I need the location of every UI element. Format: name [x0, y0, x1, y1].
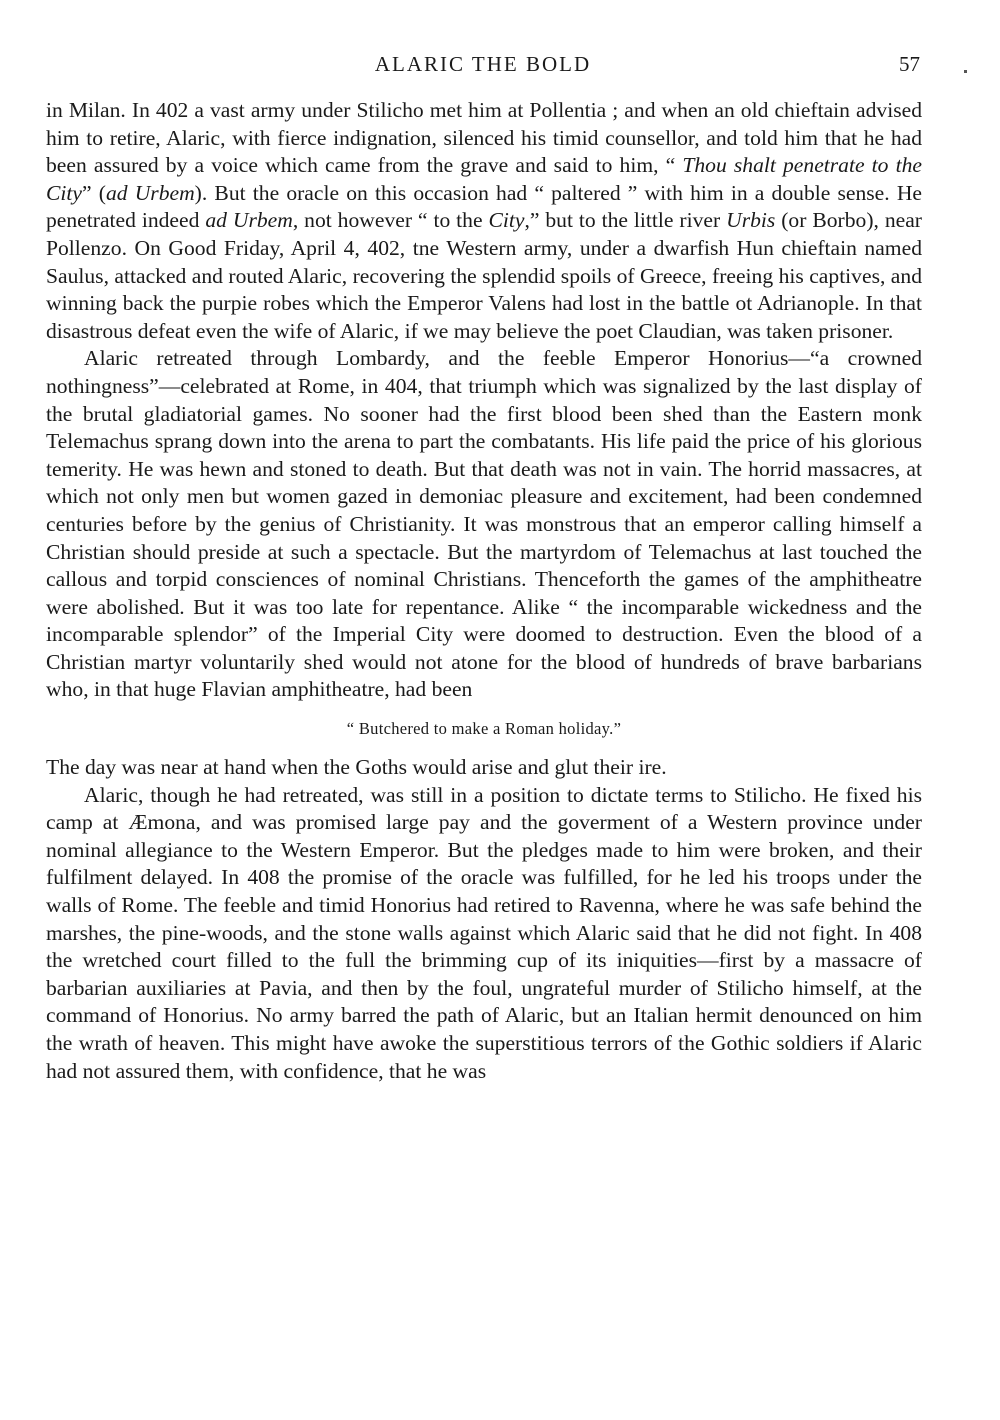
paragraph: [46, 97, 922, 345]
stray-ink-mark: [964, 70, 967, 73]
running-head: [46, 52, 920, 82]
italic-text: Urbis: [726, 208, 776, 233]
italic-text: City: [488, 208, 525, 233]
text-run: Alaric retreated through Lombardy, and the feeble Emperor Honorius—“a crowned nothingness”—celebrated at Rome, in 404, that triumph which was signalized by the last display of the brutal gladiatorial games. No sooner had the first blood been shed than the Eastern monk Telemachus sprang down into the arena to part the combatants. His life paid the price of his glorious temerity. He was hewn and stoned to death. But that death was not in vain. The horrid massacres, at which not only men but women gazed in demoniac pleasure and excitement, had been condemned centuries before by the genius of Christianity. It was monstrous that an emperor calling himself a Christian should preside at such a spectacle. But the martyrdom of Telemachus at last touched the callous and torpid consciences of nominal Christians. Thenceforth the games of the amphitheatre were abolished. But it was too late for repentance. Alike “ the incomparable wickedness and the incomparable splendor” of the Imperial City were doomed to destruction. Even the blood of a Christian martyr voluntarily shed would not atone for the blood of hundreds of brave barbarians who, in that huge Flavian amphitheatre, had been: [46, 346, 922, 702]
italic-text: ad Urbem: [105, 180, 195, 205]
text-run: (or Borbo), near Pollenzo. On Good Friday, April 4, 402, tne Western army, under a dwarfish Hun chieftain named Saulus, attacked and routed Alaric, recovering the splendid spoils of Greece, freeing his captives, and winning back the purpie robes which the Emperor Valens had lost in the battle ot Adrianople. In that disastrous defeat even the wife of Alaric, if we may believe the poet Claudian, was taken prisoner.: [46, 208, 922, 343]
text-run: ). But the oracle on this occasion had “ paltered ” with him in a double sense. He penetrated indeed: [46, 180, 922, 233]
text-run: in Milan. In 402 a vast army under Stilicho met him at Pollentia ; and when an old chieftain advised him to retire, Alaric, with fierce indignation, silenced his timid counsellor, and told him that he had been assured by a voice which came from the grave and said to him, “: [46, 98, 922, 178]
running-title: ALARIC THE BOLD: [374, 52, 592, 76]
text-run: “ Butchered to make a Roman holiday.”: [346, 719, 622, 739]
page-number: 57: [899, 52, 920, 76]
body-text: [46, 97, 922, 1085]
text-run: ,” but to the little river: [524, 208, 727, 233]
text-run: Alaric, though he had retreated, was still in a position to dictate terms to Stilicho. He fixed his camp at Æmona, and was promised large pay and the goverment of a Western province under nominal allegiance to the Western Emperor. But the pledges made to him were broken, and their fulfilment delayed. In 408 the promise of the oracle was fulfilled, for he led his troops under the walls of Rome. The feeble and timid Honorius had retired to Ravenna, where he was safe behind the marshes, the pine-woods, and the stone walls against which Alaric said that he did not fight. In 408 the wretched court filled to the full the brimming cup of its iniquities—first by a massacre of barbarian auxiliaries at Pavia, and then by the foul, ungrateful murder of Stilicho himself, at the command of Honorius. No army barred the path of Alaric, but an Italian hermit denounced on him the wrath of heaven. This might have awoke the superstitious terrors of the Gothic soldiers if Alaric had not assured them, with confidence, that he was: [46, 782, 922, 1083]
italic-text: Thou shalt penetrate to the City: [46, 153, 922, 205]
text-run: The day was near at hand when the Goths would arise and glut their ire.: [46, 755, 667, 780]
block-quote: [46, 718, 922, 740]
paragraph: [46, 754, 922, 782]
italic-text: ad Urbem: [205, 208, 293, 233]
text-run: ” (: [82, 180, 106, 205]
paragraph: [46, 345, 922, 704]
text-run: , not however “ to the: [292, 208, 489, 233]
paragraph: [46, 782, 922, 1086]
